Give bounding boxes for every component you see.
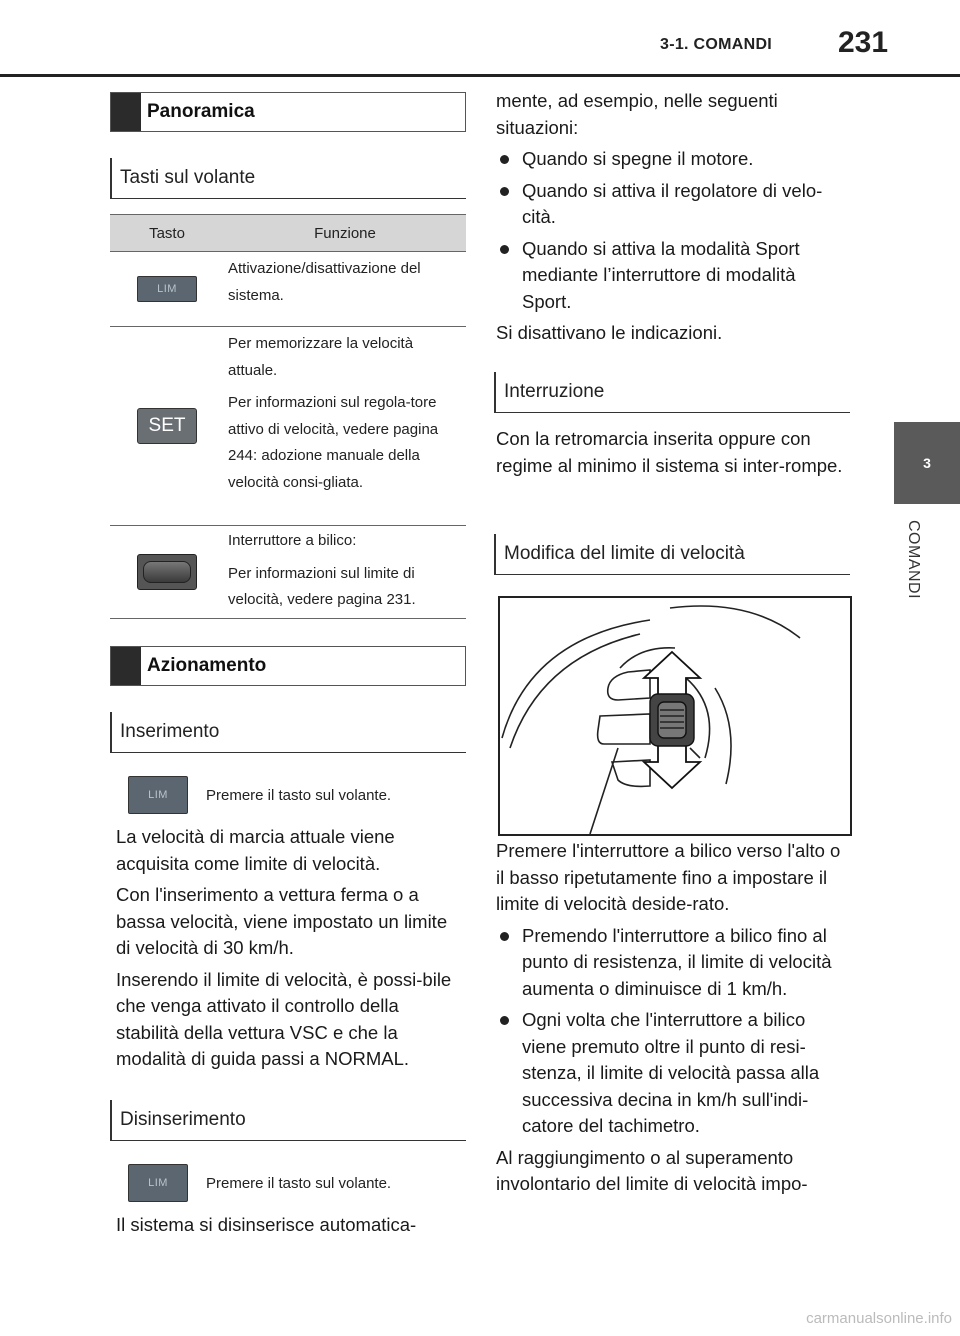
- steering-wheel-figure: [498, 596, 852, 836]
- subheading-text: Disinserimento: [120, 1109, 246, 1130]
- instruction-text: Premere il tasto sul volante.: [206, 1174, 392, 1192]
- inserimento-body: [116, 824, 466, 1078]
- heading-text: Azionamento: [147, 655, 267, 676]
- instruction-text: Premere il tasto sul volante.: [206, 786, 392, 804]
- body-paragraph: Si disattivano le indicazioni.: [496, 322, 723, 343]
- modifica-body: [496, 838, 848, 1203]
- subheading-disinserimento: [110, 1100, 466, 1141]
- table-row: [110, 327, 466, 526]
- body-paragraph: Al raggiungimento o al superamento involontario del limite di velocità impo-: [496, 1146, 808, 1194]
- inserimento-instruction: [128, 776, 391, 814]
- bullet-item: Quando si attiva la modalità Sport mediante l’interruttore di modalità Sport.: [496, 236, 848, 316]
- table-row: [110, 252, 466, 327]
- subheading-tasti: [110, 158, 466, 199]
- table-header: [110, 214, 466, 252]
- col-header-function: Funzione: [314, 224, 376, 242]
- header-rule: [0, 74, 960, 77]
- subheading-text: Interruzione: [504, 381, 605, 402]
- body-paragraph: La velocità di marcia attuale viene acquisita come limite di velocità.: [116, 826, 395, 874]
- body-paragraph: Premere l'interruttore a bilico verso l'alto o il basso ripetutamente fino a impostare il limite di velocità deside-rato.: [496, 840, 841, 914]
- table-row: [110, 526, 466, 619]
- steering-wheel-illustration: [500, 598, 850, 834]
- lim-button-icon: LIM: [137, 276, 197, 302]
- interruzione-body: [496, 426, 848, 484]
- subheading-text: Inserimento: [120, 721, 220, 742]
- heading-bar: [111, 647, 141, 685]
- bullet-item: Ogni volta che l'interruttore a bilico viene premuto oltre il punto di resi-stenza, il limite di velocità passa alla successiva decina in km/h sull'indi-catore del tachimetro.: [496, 1007, 848, 1140]
- function-text: Per informazioni sul regola-tore attivo di velocità, vedere pagina 244: adozione manuale della velocità consi-gliata.: [228, 394, 439, 491]
- bullet-item: Premendo l'interruttore a bilico fino al punto di resistenza, il limite di velocità aumenta o diminuisce di 1 km/h.: [496, 923, 848, 1003]
- function-text: Attivazione/disattivazione del sistema.: [228, 260, 421, 304]
- chapter-tab-label: [892, 520, 932, 610]
- col-header-key: Tasto: [149, 224, 185, 242]
- bullet-item: Quando si attiva il regolatore di velo-cità.: [496, 178, 848, 231]
- rocker-switch-icon: [137, 554, 197, 590]
- page-number: 231: [838, 26, 889, 59]
- body-paragraph: mente, ad esempio, nelle seguenti situazioni:: [496, 90, 778, 138]
- body-paragraph: Con l'inserimento a vettura ferma o a bassa velocità, viene impostato un limite di velocità di 30 km/h.: [116, 884, 448, 958]
- heading-bar: [111, 93, 141, 131]
- heading-text: Panoramica: [147, 101, 255, 122]
- function-text: Per memorizzare la velocità attuale.: [228, 335, 414, 379]
- disinserimento-instruction: [128, 1164, 391, 1202]
- subheading-text: Tasti sul volante: [120, 167, 256, 188]
- disinserimento-body: [116, 1212, 466, 1244]
- function-text: Per informazioni sul limite di velocità, vedere pagina 231.: [228, 564, 416, 608]
- set-button-icon: SET: [137, 408, 197, 444]
- keys-table: [110, 214, 466, 619]
- lim-button-icon: LIM: [128, 1164, 188, 1202]
- footer-watermark: carmanualsonline.info: [806, 1310, 952, 1327]
- subheading-modifica: [494, 534, 850, 575]
- function-text: Interruttore a bilico:: [228, 532, 357, 549]
- heading-panoramica: [110, 92, 466, 132]
- chapter-tab: [894, 422, 960, 504]
- subheading-interruzione: [494, 372, 850, 413]
- chapter-number: 3: [923, 455, 931, 471]
- bullet-item: Quando si spegne il motore.: [496, 146, 848, 173]
- section-title: 3-1. COMANDI: [660, 36, 773, 53]
- subheading-text: Modifica del limite di velocità: [504, 543, 745, 564]
- heading-azionamento: [110, 646, 466, 686]
- subheading-inserimento: [110, 712, 466, 753]
- right-body-top: [496, 88, 848, 352]
- body-paragraph: Il sistema si disinserisce automatica-: [116, 1214, 417, 1235]
- lim-button-icon: LIM: [128, 776, 188, 814]
- chapter-label: COMANDI: [905, 520, 922, 600]
- body-paragraph: Con la retromarcia inserita oppure con regime al minimo il sistema si inter-rompe.: [496, 428, 843, 476]
- body-paragraph: Inserendo il limite di velocità, è possi-bile che venga attivato il controllo della stabilità della vettura VSC e che la modalità di guida passi a NORMAL.: [116, 968, 452, 1069]
